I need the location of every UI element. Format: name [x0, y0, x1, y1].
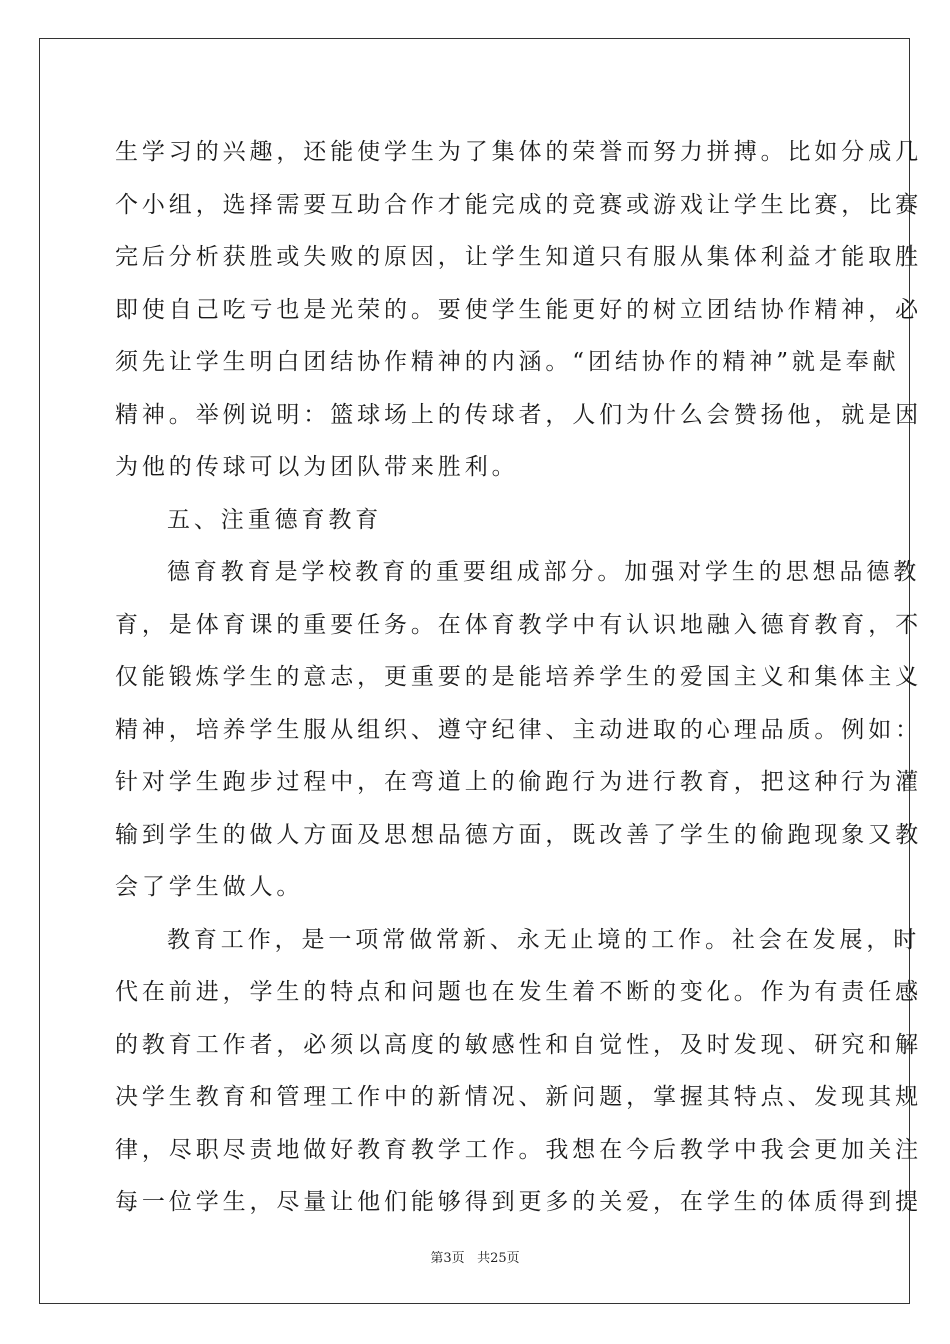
document-body [115, 126, 922, 1229]
text-line: 须先让学生明白团结协作精神的内涵。“团结协作的精神”就是奉献 [115, 349, 900, 375]
text-line: 输到学生的做人方面及思想品德方面，既改善了学生的偷跑现象又教 [115, 821, 922, 848]
text-line: 生学习的兴趣，还能使学生为了集体的荣誉而努力拼搏。比如分成几 [115, 139, 922, 165]
text-line: 为他的传球可以为团队带来胜利。 [115, 454, 519, 480]
text-line: 即使自己吃亏也是光荣的。要使学生能更好的树立团结协作精神，必 [115, 296, 922, 323]
text-line: 代在前进，学生的特点和问题也在发生着不断的变化。作为有责任感 [115, 979, 922, 1005]
text-line: 会了学生做人。 [115, 874, 304, 900]
text-line: 律，尽职尽责地做好教育教学工作。我想在今后教学中我会更加关注 [115, 1136, 922, 1163]
text-line: 决学生教育和管理工作中的新情况、新问题，掌握其特点、发现其规 [115, 1084, 922, 1110]
text-line: 的教育工作者，必须以高度的敏感性和自觉性，及时发现、研究和解 [115, 1031, 922, 1058]
text-line: 育，是体育课的重要任务。在体育教学中有认识地融入德育教育，不 [115, 611, 922, 638]
text-line: 精神，培养学生服从组织、遵守纪律、主动进取的心理品质。例如： [115, 716, 922, 743]
text-line: 每一位学生，尽量让他们能够得到更多的关爱，在学生的体质得到提 [115, 1189, 922, 1215]
section-heading: 五、注重德育教育 [167, 506, 383, 533]
text-line: 完后分析获胜或失败的原因，让学生知道只有服从集体利益才能取胜 [115, 244, 922, 270]
page-footer [0, 1247, 950, 1266]
text-line: 精神。举例说明：篮球场上的传球者，人们为什么会赞扬他，就是因 [115, 401, 922, 428]
text-line: 德育教育是学校教育的重要组成部分。加强对学生的思想品德教 [167, 559, 921, 585]
page-number: 第3页 [430, 1251, 465, 1266]
text-line: 仅能锻炼学生的意志，更重要的是能培养学生的爱国主义和集体主义 [115, 664, 922, 690]
text-line: 教育工作，是一项常做常新、永无止境的工作。社会在发展，时 [167, 926, 921, 953]
page-total: 共25页 [477, 1251, 520, 1266]
text-line: 针对学生跑步过程中，在弯道上的偷跑行为进行教育，把这种行为灌 [115, 769, 922, 795]
text-line: 个小组，选择需要互助合作才能完成的竞赛或游戏让学生比赛，比赛 [115, 191, 922, 218]
